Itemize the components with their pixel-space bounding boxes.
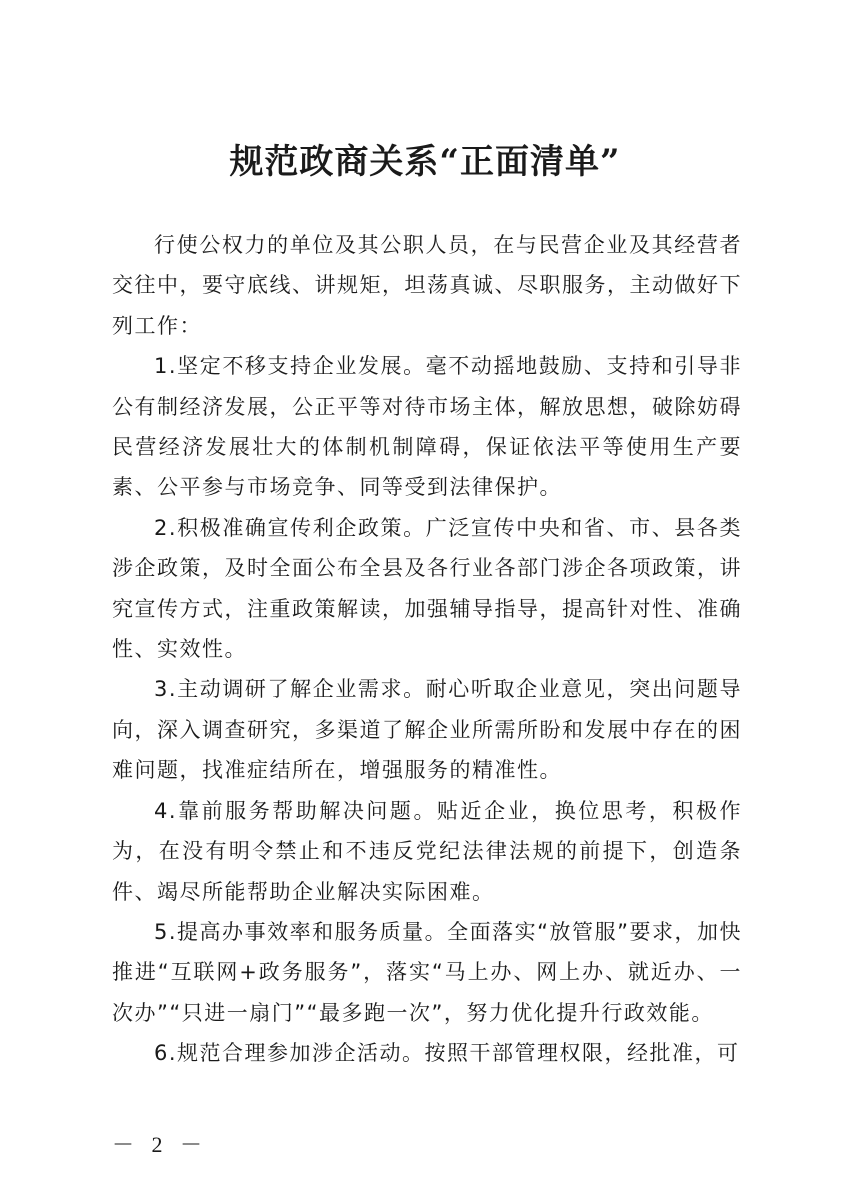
item-3-paragraph: 3.主动调研了解企业需求。耐心听取企业意见，突出问题导向，深入调查研究，多渠道了解企业所需所盼和发展中存在的困难问题，找准症结所在，增强服务的精准性。 bbox=[112, 677, 742, 783]
document-body bbox=[112, 225, 742, 1074]
item-4-paragraph: 4.靠前服务帮助解决问题。贴近企业，换位思考，积极作为，在没有明令禁止和不违反党纪法律法规的前提下，创造条件、竭尽所能帮助企业解决实际困难。 bbox=[112, 798, 742, 904]
item-6-paragraph: 6.规范合理参加涉企活动。按照干部管理权限，经批准，可 bbox=[154, 1041, 740, 1066]
item-2-paragraph: 2.积极准确宣传利企政策。广泛宣传中央和省、市、县各类涉企政策，及时全面公布全县及各行业各部门涉企各项政策，讲究宣传方式，注重政策解读，加强辅导指导，提高针对性、准确性、实效性。 bbox=[112, 515, 742, 662]
item-5-paragraph: 5.提高办事效率和服务质量。全面落实“放管服”要求，加快推进“互联网+政务服务”，落实“马上办、网上办、就近办、一次办”“只进一扇门”“最多跑一次”，努力优化提升行政效能。 bbox=[112, 919, 742, 1025]
page-number: － 2 － bbox=[112, 1132, 209, 1157]
intro-paragraph: 行使公权力的单位及其公职人员，在与民营企业及其经营者交往中，要守底线、讲规矩，坦荡真诚、尽职服务，主动做好下列工作： bbox=[112, 233, 742, 338]
page-title: 规范政商关系“正面清单” bbox=[229, 142, 621, 182]
item-1-paragraph: 1.坚定不移支持企业发展。毫不动摇地鼓励、支持和引导非公有制经济发展，公正平等对待市场主体，解放思想，破除妨碍民营经济发展壮大的体制机制障碍，保证依法平等使用生产要素、公平参与市场竞争、同等受到法律保护。 bbox=[112, 354, 742, 500]
